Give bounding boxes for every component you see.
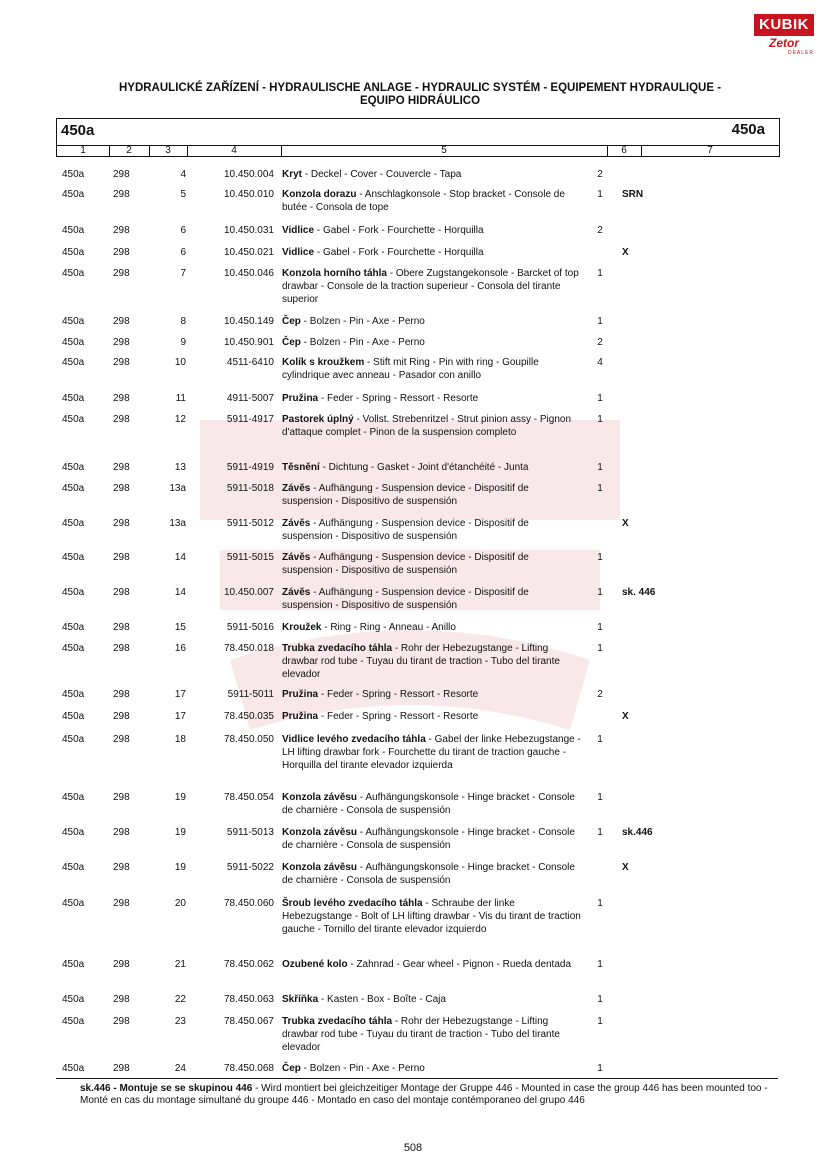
cell-position: 19 <box>174 862 186 873</box>
kubik-zetor-logo <box>754 14 814 56</box>
cell-part-number: 78.450.062 <box>223 959 274 970</box>
cell-group: 450a <box>62 734 85 745</box>
cell-figure: 298 <box>113 518 130 529</box>
column-header-5: 5 <box>281 145 608 157</box>
title-line-2: EQUIPO HIDRÁULICO <box>359 95 481 107</box>
cell-description <box>282 642 582 681</box>
cell-position: 13 <box>174 462 186 473</box>
cell-position: 23 <box>174 1016 186 1027</box>
cell-figure: 298 <box>113 247 130 258</box>
cell-note: X <box>622 518 629 529</box>
cell-group: 450a <box>62 518 85 529</box>
cell-position: 14 <box>174 587 186 598</box>
description-translations: - Aufhängung - Suspension device - Dispositif de suspension - Dispositivo de suspensión <box>282 552 529 576</box>
cell-part-number: 5911-5013 <box>226 827 274 838</box>
cell-group: 450a <box>62 393 85 404</box>
cell-quantity: 1 <box>597 1016 603 1027</box>
cell-group: 450a <box>62 268 85 279</box>
cell-figure: 298 <box>113 169 130 180</box>
cell-quantity: 1 <box>597 189 603 200</box>
description-czech-name: Závěs <box>282 518 311 529</box>
description-translations: - Gabel - Fork - Fourchette - Horquilla <box>314 225 484 236</box>
description-czech-name: Čep <box>282 1063 301 1074</box>
logo-kubik-text: KUBIK <box>754 14 814 36</box>
description-czech-name: Těsnění <box>282 462 320 473</box>
cell-description <box>282 791 582 817</box>
cell-part-number: 78.450.054 <box>223 792 274 803</box>
cell-position: 22 <box>174 994 186 1005</box>
cell-note: sk.446 <box>622 827 653 838</box>
cell-figure: 298 <box>113 587 130 598</box>
cell-description <box>282 710 582 723</box>
cell-note: X <box>622 711 629 722</box>
cell-note: SRN <box>622 189 644 200</box>
description-translations: - Anschlagkonsole - Stop bracket - Console de butée - Consola de tope <box>282 189 565 213</box>
page-title <box>60 82 780 108</box>
description-czech-name: Konzola závěsu <box>282 827 358 838</box>
description-czech-name: Šroub levého zvedacího táhla <box>282 898 423 909</box>
description-translations: - Aufhängungskonsole - Hinge bracket - Console de charnière - Consola de suspensión <box>282 827 575 851</box>
cell-quantity: 1 <box>597 734 603 745</box>
cell-figure: 298 <box>113 643 130 654</box>
cell-part-number: 78.450.050 <box>223 734 274 745</box>
description-translations: - Schraube der linke Hebezugstange - Bolt of LH lifting drawbar - Vis du tirant de traction gauche - Tornillo del tirante elevador izquierdo <box>282 898 581 935</box>
cell-description <box>282 315 582 328</box>
cell-note: sk. 446 <box>622 587 656 598</box>
cell-figure: 298 <box>113 689 130 700</box>
cell-figure: 298 <box>113 552 130 563</box>
column-numbers-row <box>57 145 779 157</box>
cell-description <box>282 267 582 306</box>
cell-description <box>282 551 582 577</box>
group-code-right: 450a <box>731 121 765 138</box>
description-czech-name: Kryt <box>282 169 303 180</box>
footnote <box>80 1083 790 1107</box>
cell-part-number: 5911-4917 <box>226 414 274 425</box>
cell-position: 20 <box>174 898 186 909</box>
cell-part-number: 5911-5018 <box>226 483 274 494</box>
cell-quantity: 2 <box>597 225 603 236</box>
cell-group: 450a <box>62 643 85 654</box>
cell-figure: 298 <box>113 1063 130 1074</box>
description-czech-name: Trubka zvedacího táhla <box>282 643 393 654</box>
cell-position: 4 <box>180 169 186 180</box>
cell-group: 450a <box>62 689 85 700</box>
cell-group: 450a <box>62 792 85 803</box>
cell-group: 450a <box>62 169 85 180</box>
title-line-1: HYDRAULICKÉ ZAŘÍZENÍ - HYDRAULISCHE ANLAGE - HYDRAULIC SYSTÉM - EQUIPEMENT HYDRAULIQUE - <box>118 82 722 94</box>
cell-group: 450a <box>62 622 85 633</box>
cell-part-number: 10.450.149 <box>223 316 274 327</box>
cell-description <box>282 897 582 936</box>
description-czech-name: Konzola závěsu <box>282 862 358 873</box>
cell-figure: 298 <box>113 792 130 803</box>
cell-quantity: 1 <box>597 1063 603 1074</box>
cell-part-number: 78.450.063 <box>223 994 274 1005</box>
cell-part-number: 4511-6410 <box>226 357 274 368</box>
cell-description <box>282 1015 582 1054</box>
cell-figure: 298 <box>113 1016 130 1027</box>
description-translations: - Vollst. Strebenritzel - Strut pinion assy - Pignon d'attaque complet - Pinon de la suspension completo <box>282 414 572 438</box>
cell-description <box>282 413 582 439</box>
column-header-7: 7 <box>707 145 713 156</box>
cell-quantity: 1 <box>597 959 603 970</box>
cell-description <box>282 188 582 214</box>
cell-figure: 298 <box>113 225 130 236</box>
cell-part-number: 78.450.035 <box>223 711 274 722</box>
description-czech-name: Kolík s kroužkem <box>282 357 365 368</box>
cell-quantity: 1 <box>597 316 603 327</box>
cell-group: 450a <box>62 711 85 722</box>
cell-figure: 298 <box>113 414 130 425</box>
cell-part-number: 10.450.031 <box>223 225 274 236</box>
cell-part-number: 10.450.007 <box>223 587 274 598</box>
description-czech-name: Vidlice <box>282 225 315 236</box>
cell-figure: 298 <box>113 316 130 327</box>
cell-figure: 298 <box>113 862 130 873</box>
cell-group: 450a <box>62 414 85 425</box>
column-header-2: 2 <box>109 145 150 157</box>
column-header-3: 3 <box>149 145 188 157</box>
description-translations: - Dichtung - Gasket - Joint d'étanchéité - Junta <box>319 462 529 473</box>
description-translations: - Aufhängung - Suspension device - Dispositif de suspension - Dispositivo de suspensión <box>282 483 529 507</box>
cell-position: 21 <box>174 959 186 970</box>
description-czech-name: Vidlice <box>282 247 315 258</box>
logo-dealer-text: DEALER <box>787 50 814 56</box>
cell-quantity: 1 <box>597 483 603 494</box>
cell-position: 13a <box>169 483 186 494</box>
cell-figure: 298 <box>113 268 130 279</box>
cell-group: 450a <box>62 316 85 327</box>
cell-position: 18 <box>174 734 186 745</box>
cell-position: 6 <box>180 225 186 236</box>
description-czech-name: Závěs <box>282 587 311 598</box>
cell-part-number: 5911-5011 <box>227 689 274 700</box>
description-czech-name: Pružina <box>282 689 319 700</box>
cell-quantity: 1 <box>597 268 603 279</box>
cell-description <box>282 461 582 474</box>
cell-quantity: 1 <box>597 587 603 598</box>
cell-quantity: 1 <box>597 827 603 838</box>
cell-part-number: 78.450.067 <box>223 1016 274 1027</box>
cell-part-number: 10.450.010 <box>223 189 274 200</box>
description-translations: - Rohr der Hebezugstange - Lifting drawbar rod tube - Tuyau du tirant de traction - Tubo del tirante elevador <box>282 1016 560 1053</box>
cell-figure: 298 <box>113 734 130 745</box>
cell-quantity: 2 <box>597 169 603 180</box>
cell-position: 14 <box>174 552 186 563</box>
description-czech-name: Kroužek <box>282 622 322 633</box>
description-czech-name: Konzola závěsu <box>282 792 358 803</box>
cell-position: 8 <box>180 316 186 327</box>
cell-figure: 298 <box>113 827 130 838</box>
cell-figure: 298 <box>113 959 130 970</box>
cell-position: 17 <box>174 711 186 722</box>
column-header-4: 4 <box>187 145 282 157</box>
description-translations: - Bolzen - Pin - Axe - Perno <box>300 337 425 348</box>
cell-quantity: 1 <box>597 622 603 633</box>
cell-position: 6 <box>180 247 186 258</box>
cell-position: 17 <box>174 689 186 700</box>
cell-group: 450a <box>62 225 85 236</box>
cell-group: 450a <box>62 1063 85 1074</box>
cell-part-number: 10.450.021 <box>223 247 274 258</box>
description-translations: - Stift mit Ring - Pin with ring - Goupille cylindrique avec anneau - Pasador con anillo <box>282 357 539 381</box>
cell-figure: 298 <box>113 898 130 909</box>
description-translations: - Feder - Spring - Ressort - Resorte <box>318 711 479 722</box>
description-translations: - Gabel der linke Hebezugstange - LH lifting drawbar fork - Fourchette du tirant de traction gauche - Horquilla del tirante elevador izquierda <box>282 734 581 771</box>
cell-quantity: 1 <box>597 462 603 473</box>
column-header-1: 1 <box>57 145 110 157</box>
cell-description <box>282 958 582 971</box>
cell-description <box>282 861 582 887</box>
page-number: 508 <box>403 1142 423 1154</box>
cell-group: 450a <box>62 1016 85 1027</box>
cell-description <box>282 826 582 852</box>
description-translations: - Rohr der Hebezugstange - Lifting drawbar rod tube - Tuyau du tirant de traction - Tubo del tirante elevador <box>282 643 560 680</box>
cell-quantity: 2 <box>597 337 603 348</box>
footnote-bold: sk.446 - Montuje se se skupinou 446 <box>80 1083 253 1094</box>
cell-figure: 298 <box>113 337 130 348</box>
column-header-6: 6 <box>607 145 642 157</box>
cell-figure: 298 <box>113 994 130 1005</box>
description-czech-name: Závěs <box>282 483 311 494</box>
cell-description <box>282 482 582 508</box>
cell-figure: 298 <box>113 393 130 404</box>
cell-group: 450a <box>62 483 85 494</box>
cell-group: 450a <box>62 337 85 348</box>
cell-part-number: 10.450.004 <box>223 169 274 180</box>
cell-quantity: 1 <box>597 898 603 909</box>
description-translations: - Ring - Ring - Anneau - Anillo <box>321 622 456 633</box>
cell-part-number: 5911-5015 <box>226 552 274 563</box>
cell-description <box>282 224 582 237</box>
cell-description <box>282 517 582 543</box>
description-translations: - Aufhängungskonsole - Hinge bracket - Console de charnière - Consola de suspensión <box>282 792 575 816</box>
footnote-text: - Wird montiert bei gleichzeitiger Montage der Gruppe 446 - Mounted in case the group 446 has been mounted too - Monté en cas du montage simultané du groupe 446 - Montado en caso del montaje contémporaneo del grupo 446 <box>80 1083 768 1106</box>
description-translations: - Obere Zugstangekonsole - Barcket of top drawbar - Console de la traction superieur - Consola del tirante superior <box>282 268 579 305</box>
cell-description <box>282 246 582 259</box>
description-translations: - Feder - Spring - Ressort - Resorte <box>318 689 479 700</box>
cell-position: 7 <box>180 268 186 279</box>
cell-figure: 298 <box>113 462 130 473</box>
description-translations: - Bolzen - Pin - Axe - Perno <box>300 316 425 327</box>
group-code-left: 450a <box>61 122 95 139</box>
cell-part-number: 10.450.046 <box>223 268 274 279</box>
cell-part-number: 5911-5022 <box>226 862 274 873</box>
description-translations: - Feder - Spring - Ressort - Resorte <box>318 393 479 404</box>
cell-description <box>282 586 582 612</box>
description-czech-name: Pružina <box>282 393 319 404</box>
cell-group: 450a <box>62 587 85 598</box>
cell-quantity: 1 <box>597 994 603 1005</box>
cell-group: 450a <box>62 862 85 873</box>
description-czech-name: Závěs <box>282 552 311 563</box>
logo-zetor-text: Zetor <box>769 36 799 50</box>
cell-part-number: 78.450.018 <box>223 643 274 654</box>
cell-description <box>282 993 582 1006</box>
cell-position: 19 <box>174 827 186 838</box>
cell-group: 450a <box>62 357 85 368</box>
cell-quantity: 1 <box>597 792 603 803</box>
description-czech-name: Čep <box>282 337 301 348</box>
cell-position: 5 <box>180 189 186 200</box>
cell-position: 19 <box>174 792 186 803</box>
cell-part-number: 5911-5016 <box>226 622 274 633</box>
cell-position: 24 <box>174 1063 186 1074</box>
cell-quantity: 1 <box>597 393 603 404</box>
cell-quantity: 1 <box>597 552 603 563</box>
description-translations: - Aufhängung - Suspension device - Dispositif de suspension - Dispositivo de suspensión <box>282 587 529 611</box>
cell-part-number: 4911-5007 <box>226 393 274 404</box>
description-czech-name: Pružina <box>282 711 319 722</box>
cell-group: 450a <box>62 994 85 1005</box>
cell-group: 450a <box>62 247 85 258</box>
cell-group: 450a <box>62 827 85 838</box>
table-bottom-divider <box>56 1078 778 1079</box>
description-translations: - Bolzen - Pin - Axe - Perno <box>300 1063 425 1074</box>
cell-part-number: 5911-5012 <box>226 518 274 529</box>
cell-description <box>282 168 582 181</box>
cell-position: 11 <box>175 393 186 404</box>
description-czech-name: Konzola dorazu <box>282 189 357 200</box>
cell-group: 450a <box>62 552 85 563</box>
cell-quantity: 4 <box>597 357 603 368</box>
cell-note: X <box>622 862 629 873</box>
cell-quantity: 2 <box>597 689 603 700</box>
description-czech-name: Ozubené kolo <box>282 959 348 970</box>
cell-description <box>282 688 582 701</box>
description-czech-name: Konzola horního táhla <box>282 268 387 279</box>
cell-group: 450a <box>62 959 85 970</box>
table-header <box>56 118 780 157</box>
description-translations: - Gabel - Fork - Fourchette - Horquilla <box>314 247 484 258</box>
description-czech-name: Trubka zvedacího táhla <box>282 1016 393 1027</box>
cell-part-number: 10.450.901 <box>223 337 274 348</box>
cell-group: 450a <box>62 898 85 909</box>
description-translations: - Aufhängungskonsole - Hinge bracket - Console de charnière - Consola de suspensión <box>282 862 575 886</box>
cell-quantity: 1 <box>597 414 603 425</box>
cell-figure: 298 <box>113 622 130 633</box>
cell-group: 450a <box>62 462 85 473</box>
cell-description <box>282 1062 582 1075</box>
description-translations: - Zahnrad - Gear wheel - Pignon - Rueda dentada <box>347 959 572 970</box>
cell-figure: 298 <box>113 483 130 494</box>
cell-description <box>282 621 582 634</box>
description-translations: - Aufhängung - Suspension device - Dispositif de suspension - Dispositivo de suspensión <box>282 518 529 542</box>
description-translations: - Deckel - Cover - Couvercle - Tapa <box>302 169 462 180</box>
cell-figure: 298 <box>113 711 130 722</box>
cell-position: 13a <box>169 518 186 529</box>
description-translations: - Kasten - Box - Boîte - Caja <box>318 994 446 1005</box>
cell-quantity: 1 <box>597 643 603 654</box>
cell-position: 16 <box>174 643 186 654</box>
cell-description <box>282 336 582 349</box>
cell-position: 10 <box>174 357 186 368</box>
cell-position: 12 <box>174 414 186 425</box>
cell-position: 15 <box>174 622 186 633</box>
cell-description <box>282 356 582 382</box>
cell-figure: 298 <box>113 357 130 368</box>
cell-part-number: 5911-4919 <box>226 462 274 473</box>
cell-description <box>282 392 582 405</box>
cell-figure: 298 <box>113 189 130 200</box>
description-czech-name: Vidlice levého zvedacího táhla <box>282 734 426 745</box>
cell-position: 9 <box>180 337 186 348</box>
cell-group: 450a <box>62 189 85 200</box>
description-czech-name: Skříňka <box>282 994 319 1005</box>
cell-note: X <box>622 247 629 258</box>
cell-description <box>282 733 582 772</box>
cell-part-number: 78.450.060 <box>223 898 274 909</box>
description-czech-name: Čep <box>282 316 301 327</box>
description-czech-name: Pastorek úplný <box>282 414 354 425</box>
cell-part-number: 78.450.068 <box>223 1063 274 1074</box>
